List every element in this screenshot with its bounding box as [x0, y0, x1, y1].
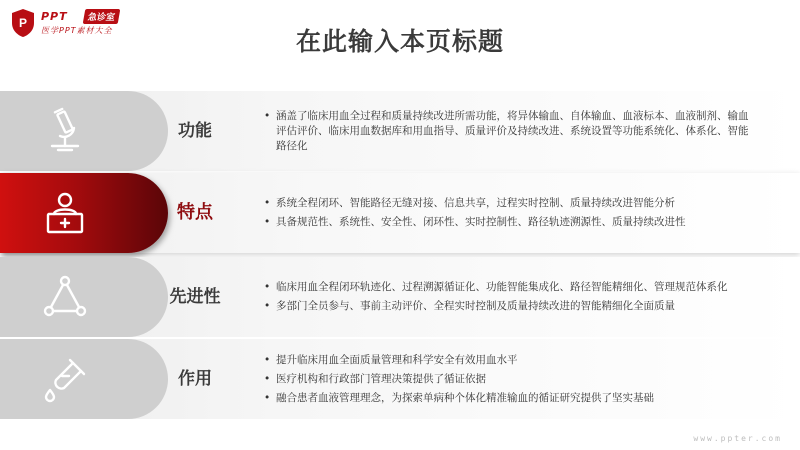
- row-label: 作用: [178, 369, 212, 389]
- feature-row-characteristics: [0, 173, 800, 253]
- bullet-item: • 多部门全员参与、事前主动评价、全程实时控制及质量持续改进的智能精细化全面质量: [262, 299, 752, 314]
- doctor-desk-icon: [40, 188, 90, 238]
- bullet-list: [262, 257, 752, 337]
- microscope-icon: [40, 106, 90, 156]
- triangle-network-icon: [40, 272, 90, 322]
- bullet-item: • 具备规范性、系统性、安全性、闭环性、实时控制性、路径轨迹溯源性、质量持续改进性: [262, 215, 752, 230]
- test-tube-icon: [40, 354, 90, 404]
- feature-row-effect: [0, 339, 800, 419]
- row-label: 功能: [178, 121, 212, 141]
- logo-subtitle: 医学PPT素材大全: [41, 26, 113, 35]
- page-title: 在此输入本页标题: [295, 27, 504, 56]
- logo-tag: 急诊室: [83, 9, 121, 24]
- bullet-item: • 医疗机构和行政部门管理决策提供了循证依据: [262, 372, 752, 387]
- watermark: www.ppter.com: [693, 434, 782, 443]
- row-label: 先进性: [169, 287, 221, 307]
- row-label: 特点: [177, 202, 213, 223]
- bullet-item: • 涵盖了临床用血全过程和质量持续改进所需功能，将异体输血、自体输血、血液标本、血液制剂、输血评估评价、临床用血数据库和用血指导、质量评价及持续改进、系统设置等功能系统化、体系化、智能路径化: [262, 109, 752, 154]
- bullet-list: [262, 173, 752, 253]
- bullet-list: [262, 91, 752, 171]
- feature-row-function: [0, 91, 800, 171]
- bullet-item: • 融合患者血液管理理念，为探索单病种个体化精准输血的循证研究提供了坚实基础: [262, 391, 752, 406]
- bullet-item: • 临床用血全程闭环轨迹化、过程溯源循证化、功能智能集成化、路径智能精细化、管理规范体系化: [262, 280, 752, 295]
- bullet-item: • 系统全程闭环、智能路径无缝对接、信息共享，过程实时控制、质量持续改进智能分析: [262, 196, 752, 211]
- bullet-list: [262, 339, 752, 419]
- logo-brand: PPT: [41, 10, 68, 23]
- feature-row-advancement: [0, 257, 800, 337]
- svg-text:P: P: [18, 16, 28, 30]
- bullet-item: • 提升临床用血全面质量管理和科学安全有效用血水平: [262, 353, 752, 368]
